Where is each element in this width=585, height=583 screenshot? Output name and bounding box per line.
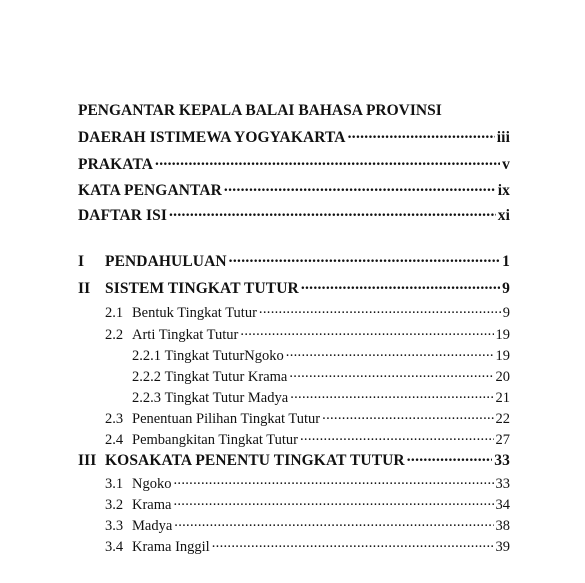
dot-leader (290, 387, 493, 402)
section-title: Madya (132, 517, 173, 534)
toc-section-3-2[interactable] (105, 494, 510, 512)
toc-entry-foreword[interactable] (78, 126, 510, 145)
section-page: 34 (495, 496, 510, 513)
toc-entry-title: PENGANTAR KEPALA BALAI BAHASA PROVINSI (78, 102, 442, 119)
section-number: 3.4 (105, 538, 124, 555)
section-title: Tingkat TuturNgoko (164, 347, 284, 364)
toc-entry-title: DAERAH ISTIMEWA YOGYAKARTA (78, 128, 346, 146)
section-title: Pembangkitan Tingkat Tutur (132, 431, 298, 448)
section-page: 19 (495, 326, 510, 343)
section-number: 3.1 (105, 475, 124, 492)
dot-leader (322, 408, 493, 423)
section-page: 9 (502, 304, 510, 321)
dot-leader (240, 324, 493, 339)
toc-section-2-2-2[interactable] (132, 366, 510, 384)
section-title: Penentuan Pilihan Tingkat Tutur (132, 410, 321, 427)
toc-chapter-3[interactable] (78, 449, 510, 468)
toc-chapter-1[interactable] (78, 250, 510, 269)
section-title: Krama Inggil (132, 538, 210, 555)
dot-leader (169, 204, 496, 220)
toc-entry-page: xi (497, 206, 510, 224)
toc-entry-title: PRAKATA (78, 155, 154, 173)
dot-leader (300, 429, 494, 444)
section-title: Tingkat Tutur Krama (164, 368, 288, 385)
section-page: 21 (495, 389, 510, 406)
section-title: Arti Tingkat Tutur (132, 326, 239, 343)
dot-leader (289, 366, 493, 381)
section-number: 2.1 (105, 304, 124, 321)
toc-entry-page: ix (497, 181, 510, 199)
dot-leader (407, 449, 493, 465)
dot-leader (174, 515, 493, 530)
section-page: 22 (495, 410, 510, 427)
chapter-page: 9 (502, 279, 510, 297)
section-title: Bentuk Tingkat Tutur (132, 304, 257, 321)
chapter-page: 33 (494, 451, 510, 469)
toc-section-2-3[interactable] (105, 408, 510, 426)
chapter-number: I (78, 252, 85, 270)
toc-section-2-2-3[interactable] (132, 387, 510, 405)
section-page: 38 (495, 517, 510, 534)
dot-leader (173, 494, 493, 509)
toc-entry-prakata[interactable] (78, 153, 510, 172)
section-page: 39 (495, 538, 510, 555)
dot-leader (259, 302, 501, 317)
toc-entry-foreword-line1[interactable] (78, 103, 442, 119)
section-page: 19 (495, 347, 510, 364)
dot-leader (348, 126, 495, 142)
dot-leader (212, 536, 494, 551)
toc-section-2-1[interactable] (105, 302, 510, 320)
section-title: Tingkat Tutur Madya (164, 389, 289, 406)
dot-leader (155, 153, 500, 169)
chapter-title: PENDAHULUAN (105, 252, 227, 270)
section-number: 2.4 (105, 431, 124, 448)
toc-section-3-4[interactable] (105, 536, 510, 554)
dot-leader (173, 473, 493, 488)
toc-section-3-1[interactable] (105, 473, 510, 491)
section-number: 3.2 (105, 496, 124, 513)
toc-entry-title: DAFTAR ISI (78, 206, 167, 224)
section-number: 2.2.2 (132, 368, 161, 385)
section-number: 2.2 (105, 326, 124, 343)
section-title: Ngoko (132, 475, 172, 492)
toc-section-3-3[interactable] (105, 515, 510, 533)
section-number: 2.3 (105, 410, 124, 427)
toc-chapter-2[interactable] (78, 277, 510, 296)
dot-leader (286, 345, 494, 360)
section-page: 33 (495, 475, 510, 492)
toc-entry-kata-pengantar[interactable] (78, 179, 510, 198)
section-page: 27 (495, 431, 510, 448)
toc-section-2-2-1[interactable] (132, 345, 510, 363)
toc-entry-page: iii (496, 128, 510, 146)
dot-leader (301, 277, 500, 293)
toc-section-2-4[interactable] (105, 429, 510, 447)
toc-entry-page: v (502, 155, 510, 173)
section-number: 2.2.1 (132, 347, 161, 364)
chapter-page: 1 (502, 252, 510, 270)
toc-entry-daftar-isi[interactable] (78, 204, 510, 223)
toc-section-2-2[interactable] (105, 324, 510, 342)
section-title: Krama (132, 496, 172, 513)
toc-entry-title: KATA PENGANTAR (78, 181, 222, 199)
chapter-title: KOSAKATA PENENTU TINGKAT TUTUR (105, 451, 405, 469)
dot-leader (224, 179, 496, 195)
chapter-number: III (78, 451, 97, 469)
chapter-title: SISTEM TINGKAT TUTUR (105, 279, 299, 297)
section-number: 2.2.3 (132, 389, 161, 406)
section-number: 3.3 (105, 517, 124, 534)
dot-leader (229, 250, 500, 266)
chapter-number: II (78, 279, 91, 297)
section-page: 20 (495, 368, 510, 385)
